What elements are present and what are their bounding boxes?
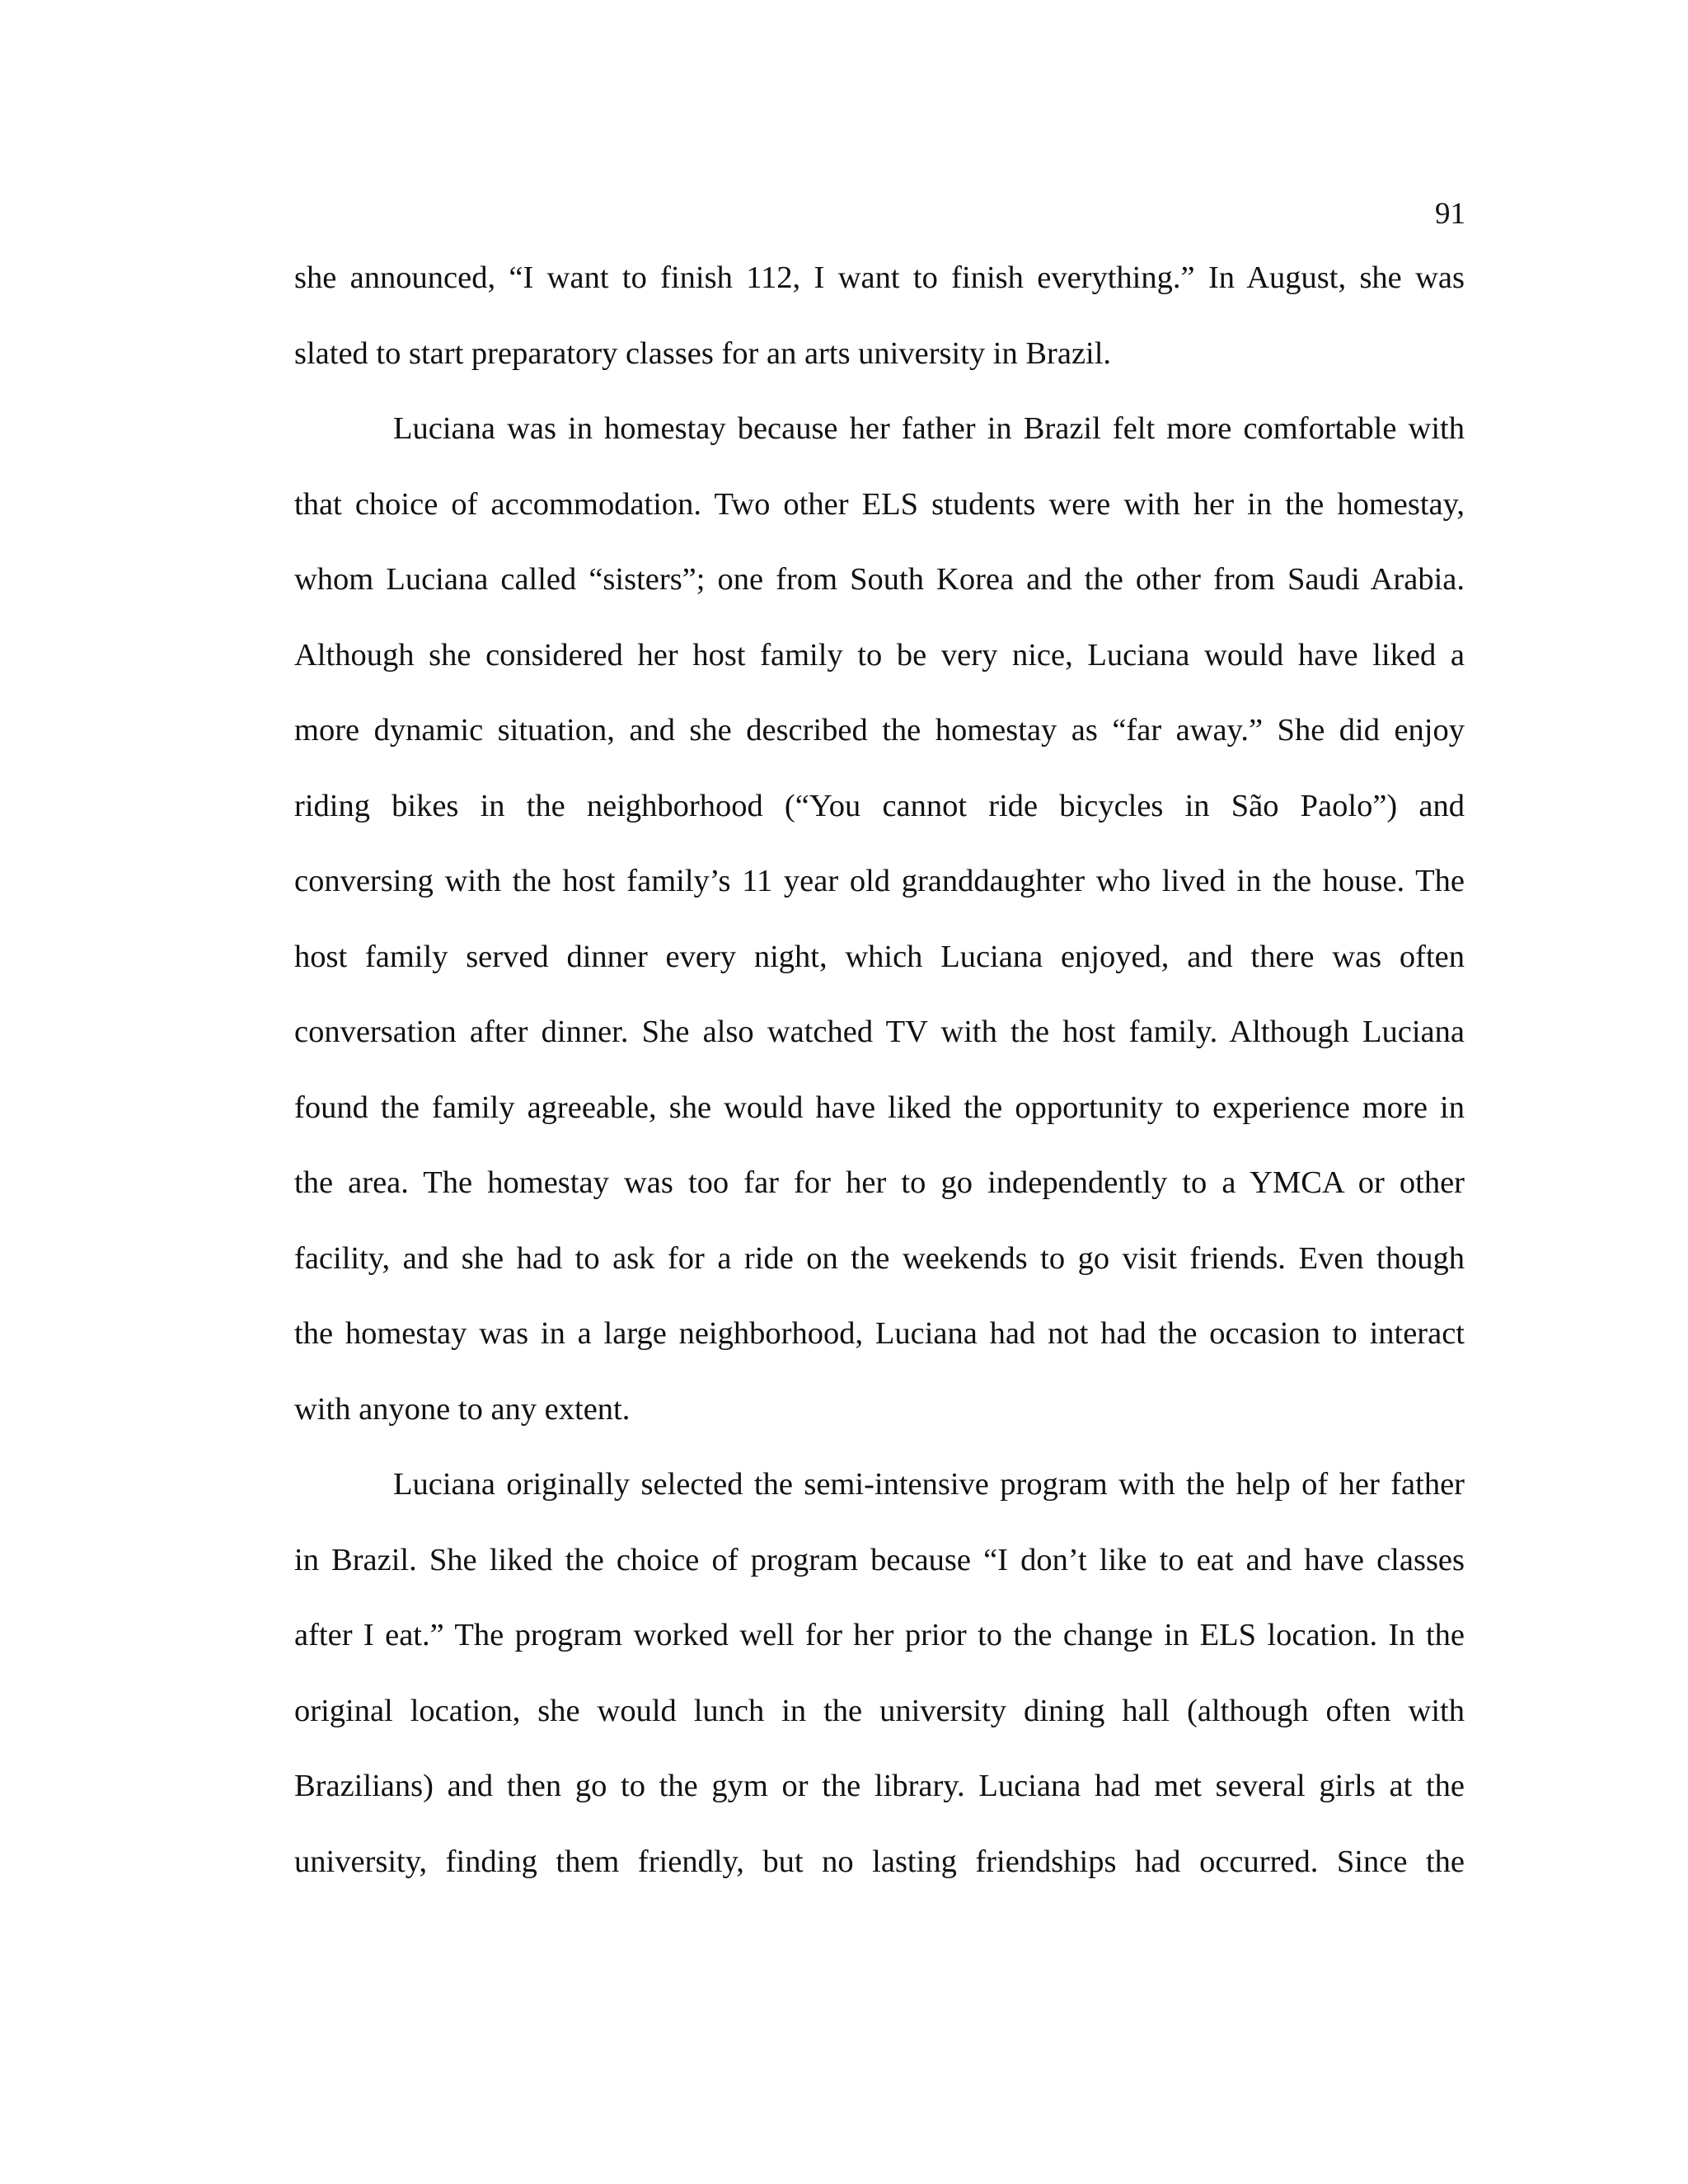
text-line: with anyone to any extent. <box>294 1391 631 1427</box>
text-line: original location, she would lunch in the university dining hall (although often with <box>294 1693 1465 1728</box>
text-line: in Brazil. She liked the choice of program because “I don’t like to eat and have classes <box>294 1542 1465 1577</box>
text-line: she announced, “I want to finish 112, I want to finish everything.” In August, she was <box>294 260 1465 295</box>
text-line: more dynamic situation, and she described the homestay as “far away.” She did enjoy <box>294 713 1465 748</box>
text-line: the area. The homestay was too far for her to go independently to a YMCA or other <box>294 1165 1465 1200</box>
text-line: university, finding them friendly, but no lasting friendships had occurred. Since the <box>294 1844 1465 1879</box>
text-line: the homestay was in a large neighborhood, Luciana had not had the occasion to interact <box>294 1316 1465 1351</box>
page-number: 91 <box>1435 197 1465 231</box>
text-line: facility, and she had to ask for a ride on the weekends to go visit friends. Even though <box>294 1240 1465 1276</box>
text-line: conversing with the host family’s 11 year old granddaughter who lived in the house. The <box>294 864 1465 898</box>
body-text <box>294 255 1465 1915</box>
text-line: Luciana originally selected the semi-intensive program with the help of her father <box>393 1467 1465 1502</box>
text-line: after I eat.” The program worked well for her prior to the change in ELS location. In the <box>294 1618 1465 1652</box>
text-line: riding bikes in the neighborhood (“You cannot ride bicycles in São Paolo”) and <box>294 788 1465 823</box>
text-line: Luciana was in homestay because her father in Brazil felt more comfortable with <box>393 411 1465 446</box>
text-line: found the family agreeable, she would have liked the opportunity to experience more in <box>294 1090 1465 1125</box>
text-line: slated to start preparatory classes for an arts university in Brazil. <box>294 335 1112 371</box>
text-line: conversation after dinner. She also watched TV with the host family. Although Luciana <box>294 1015 1465 1049</box>
text-line: whom Luciana called “sisters”; one from South Korea and the other from Saudi Arabia. <box>294 562 1465 597</box>
text-line: host family served dinner every night, which Luciana enjoyed, and there was often <box>294 939 1465 974</box>
text-line: Brazilians) and then go to the gym or the library. Luciana had met several girls at the <box>294 1769 1465 1803</box>
text-line: that choice of accommodation. Two other ELS students were with her in the homestay, <box>294 486 1465 522</box>
text-line: Although she considered her host family to be very nice, Luciana would have liked a <box>294 637 1465 673</box>
